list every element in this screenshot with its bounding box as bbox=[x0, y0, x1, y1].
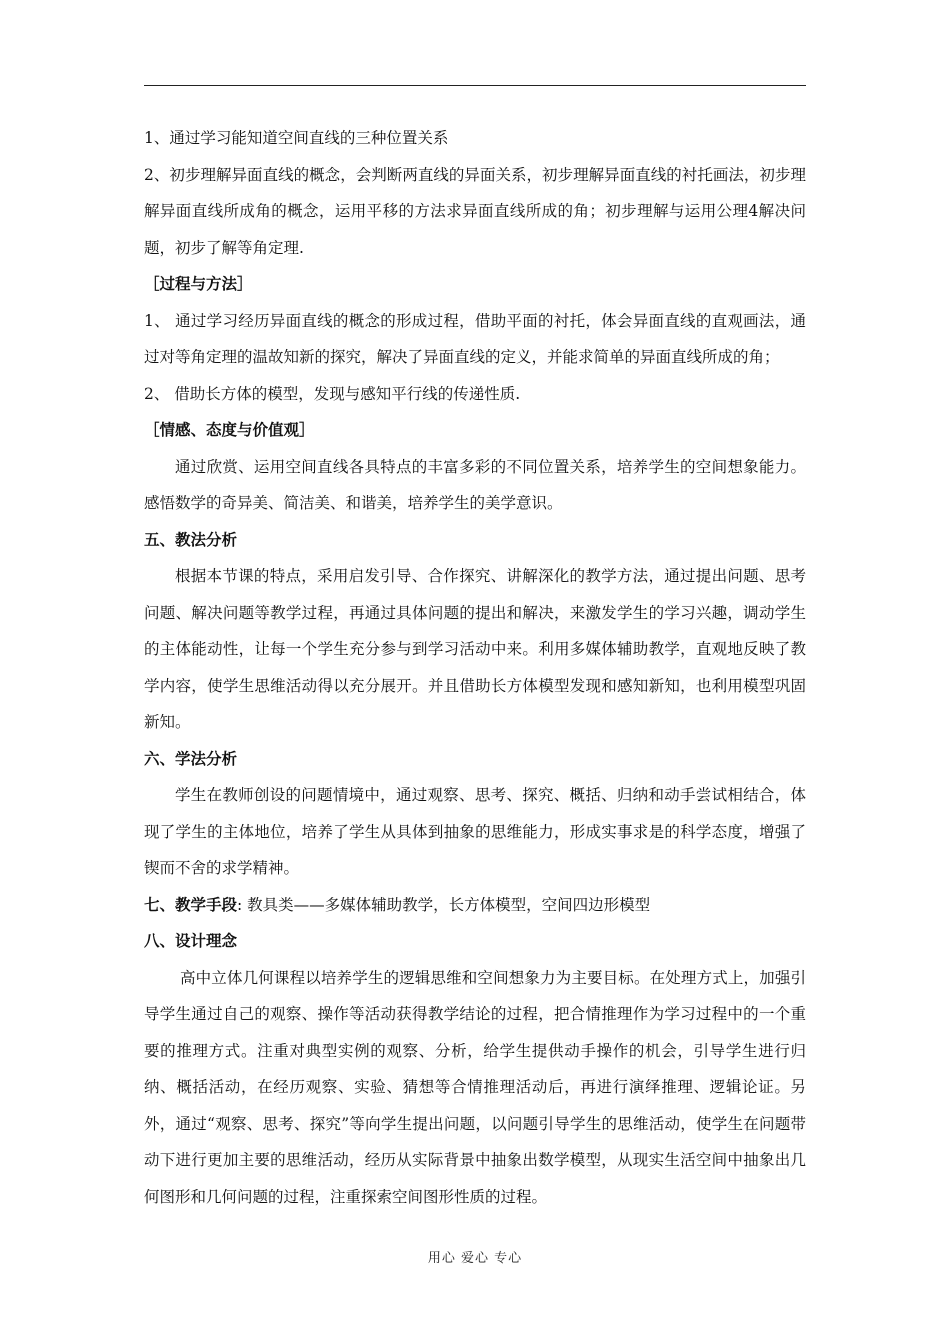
process-method-item-1: 1、 通过学习经历异面直线的概念的形成过程，借助平面的衬托，体会异面直线的直观画法，通过对等角定理的温故知新的探究，解决了异面直线的定义，并能求简单的异面直线所成的角； bbox=[144, 311, 806, 366]
goal-item-1: 1、通过学习能知道空间直线的三种位置关系 bbox=[144, 129, 449, 147]
section-7-line bbox=[144, 887, 806, 924]
emotion-heading: ［情感、态度与价值观］ bbox=[144, 421, 315, 439]
section-6-paragraph: 学生在教师创设的问题情境中，通过观察、思考、探究、概括、归纳和动手尝试相结合，体现了学生的主体地位，培养了学生从具体到抽象的思维能力，形成实事求是的科学态度，增强了锲而不舍的求学精神。 bbox=[144, 786, 806, 877]
section-6-heading: 六、学法分析 bbox=[144, 749, 238, 768]
document-body bbox=[144, 120, 806, 1215]
process-method-heading: ［过程与方法］ bbox=[144, 275, 253, 293]
section-7-heading: 七、教学手段 bbox=[144, 895, 238, 914]
goal-item-2: 2、初步理解异面直线的概念，会判断两直线的异面关系，初步理解异面直线的衬托画法，初步理解异面直线所成角的概念，运用平移的方法求异面直线所成的角；初步理解与运用公理4解决问题，初步了解等角定理. bbox=[144, 165, 806, 257]
section-5-paragraph: 根据本节课的特点，采用启发引导、合作探究、讲解深化的教学方法，通过提出问题、思考问题、解决问题等教学过程，再通过具体问题的提出和解决，来激发学生的学习兴趣，调动学生的主体能动性，让每一个学生充分参与到学习活动中来。利用多媒体辅助教学，直观地反映了教学内容，使学生思维活动得以充分展开。并且借助长方体模型发现和感知新知，也利用模型巩固新知。 bbox=[144, 567, 806, 731]
section-8-paragraph: 高中立体几何课程以培养学生的逻辑思维和空间想象力为主要目标。在处理方式上，加强引导学生通过自己的观察、操作等活动获得教学结论的过程，把合情推理作为学习过程中的一个重要的推理方式。注重对典型实例的观察、分析，给学生提供动手操作的机会，引导学生进行归纳、概括活动，在经历观察、实验、猜想等合情推理活动后，再进行演绎推理、逻辑论证。另外，通过“观察、思考、探究”等向学生提出问题，以问题引导学生的思维活动，使学生在问题带动下进行更加主要的思维活动，经历从实际背景中抽象出数学模型，从现实生活空间中抽象出几何图形和几何问题的过程，注重探索空间图形性质的过程。 bbox=[144, 968, 806, 1206]
section-8-heading: 八、设计理念 bbox=[144, 932, 238, 950]
page-footer: 用心 爱心 专心 bbox=[427, 1251, 523, 1266]
emotion-paragraph: 通过欣赏、运用空间直线各具特点的丰富多彩的不同位置关系，培养学生的空间想象能力。感悟数学的奇异美、简洁美、和谐美，培养学生的美学意识。 bbox=[144, 457, 806, 512]
process-method-item-2: 2、 借助长方体的模型，发现与感知平行线的传递性质. bbox=[144, 384, 521, 403]
header-rule bbox=[144, 85, 806, 86]
section-7-text: : 教具类——多媒体辅助教学，长方体模型，空间四边形模型 bbox=[237, 895, 651, 914]
section-5-heading: 五、教法分析 bbox=[144, 530, 238, 549]
